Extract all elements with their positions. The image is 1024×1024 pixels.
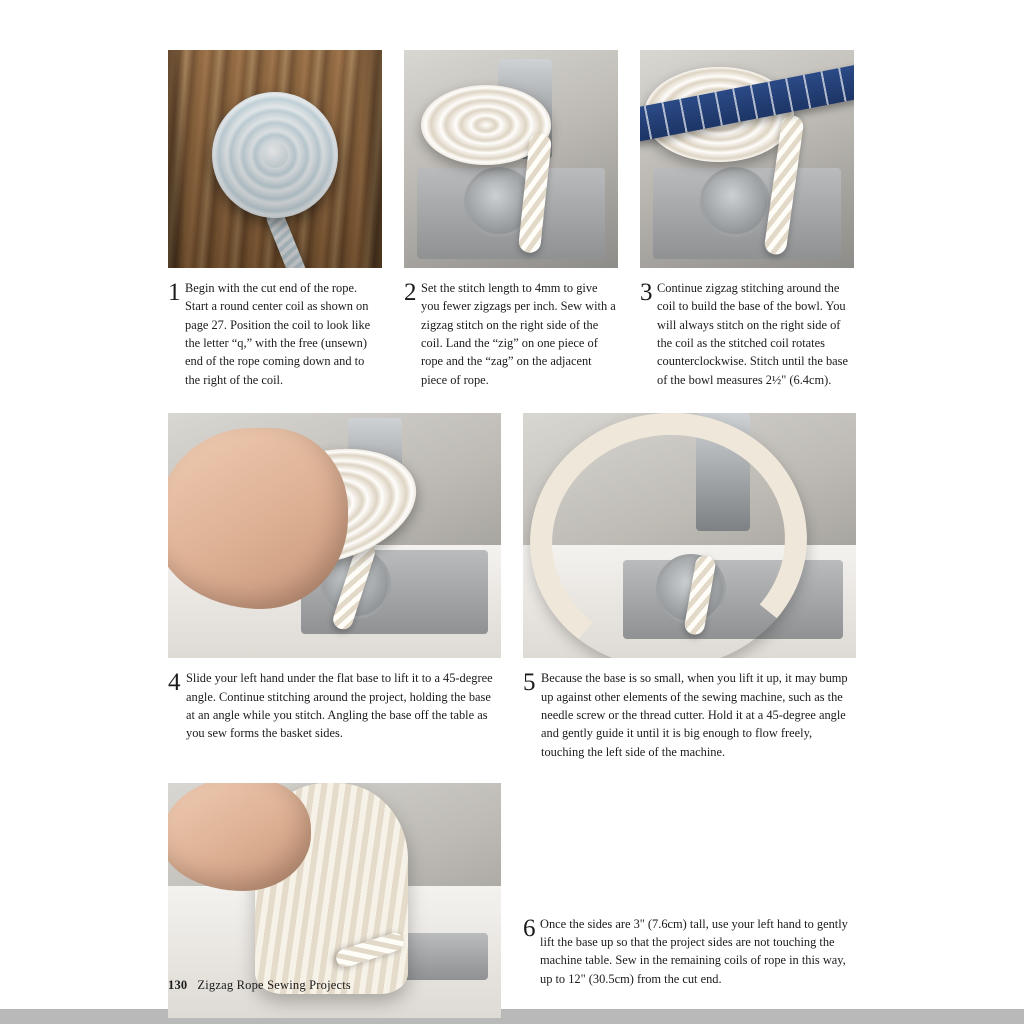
step-4-photo [168, 413, 501, 658]
step-1-text: Begin with the cut end of the rope. Start a round center coil as shown on page 27. Position the coil to look like the letter “q,” with the free (unsewn) end of the rope coming down and to the right of the coil. [185, 281, 371, 387]
step-3 [640, 279, 854, 389]
step-2-text: Set the stitch length to 4mm to give you fewer zigzags per inch. Sew with a zigzag stitch on the right side of the coil. Land the “zig” on one piece of rope and the “zag” on the adjacent piece of rope. [421, 281, 616, 387]
page-footer [168, 978, 351, 993]
step-6-number: 6 [523, 914, 536, 942]
steps-row-top [168, 50, 856, 389]
step-1-photo [168, 50, 382, 268]
rope-coil [212, 92, 338, 218]
step-2-photo [404, 50, 618, 268]
step-4 [168, 669, 501, 742]
step-6-text: Once the sides are 3" (7.6cm) tall, use your left hand to gently lift the base up so that the project sides are not touching the machine table. Sew in the remaining coils of rope in this way, up to 12" (30.5cm) from the cut end. [540, 916, 848, 986]
step-5-text: Because the base is so small, when you lift it up, it may bump up against other elements of the sewing machine, such as the needle screw or the thread cutter. Hold it at a 45-degree angle and gently guide it until it is big enough to flow freely, touching the left side of the machine. [541, 671, 848, 759]
step-3-text: Continue zigzag stitching around the coil to build the base of the bowl. You will always stitch on the right side of the coil as the stitched coil rotates counterclockwise. Stitch until the base of the bowl measures 2½" (6.4cm). [657, 281, 848, 387]
step-2-number: 2 [404, 279, 417, 306]
step-5 [523, 669, 856, 761]
step-block-2 [404, 50, 618, 389]
page-content [168, 50, 856, 1018]
step-block-5 [523, 413, 856, 761]
step-block-6-text [523, 783, 856, 1018]
step-4-number: 4 [168, 669, 181, 697]
step-block-3 [640, 50, 854, 389]
bobbin-case [700, 167, 770, 237]
step-1-number: 1 [168, 279, 181, 306]
step-6 [523, 915, 856, 1018]
step-2 [404, 279, 618, 389]
step-5-photo [523, 413, 856, 658]
step-3-number: 3 [640, 279, 653, 306]
hand [168, 428, 348, 609]
rope-tail [264, 207, 312, 268]
steps-row-middle [168, 413, 856, 761]
footer-title: Zigzag Rope Sewing Projects [197, 978, 351, 992]
step-4-text: Slide your left hand under the flat base to lift it to a 45-degree angle. Continue stitching around the project, holding the base at an angle while you stitch. Angling the base off the table as you sew forms the basket sides. [186, 671, 493, 741]
hand [168, 783, 311, 891]
step-block-1 [168, 50, 382, 389]
step-1 [168, 279, 382, 389]
step-block-4 [168, 413, 501, 761]
step-3-photo [640, 50, 854, 268]
step-5-number: 5 [523, 669, 536, 697]
page-number: 130 [168, 978, 188, 992]
